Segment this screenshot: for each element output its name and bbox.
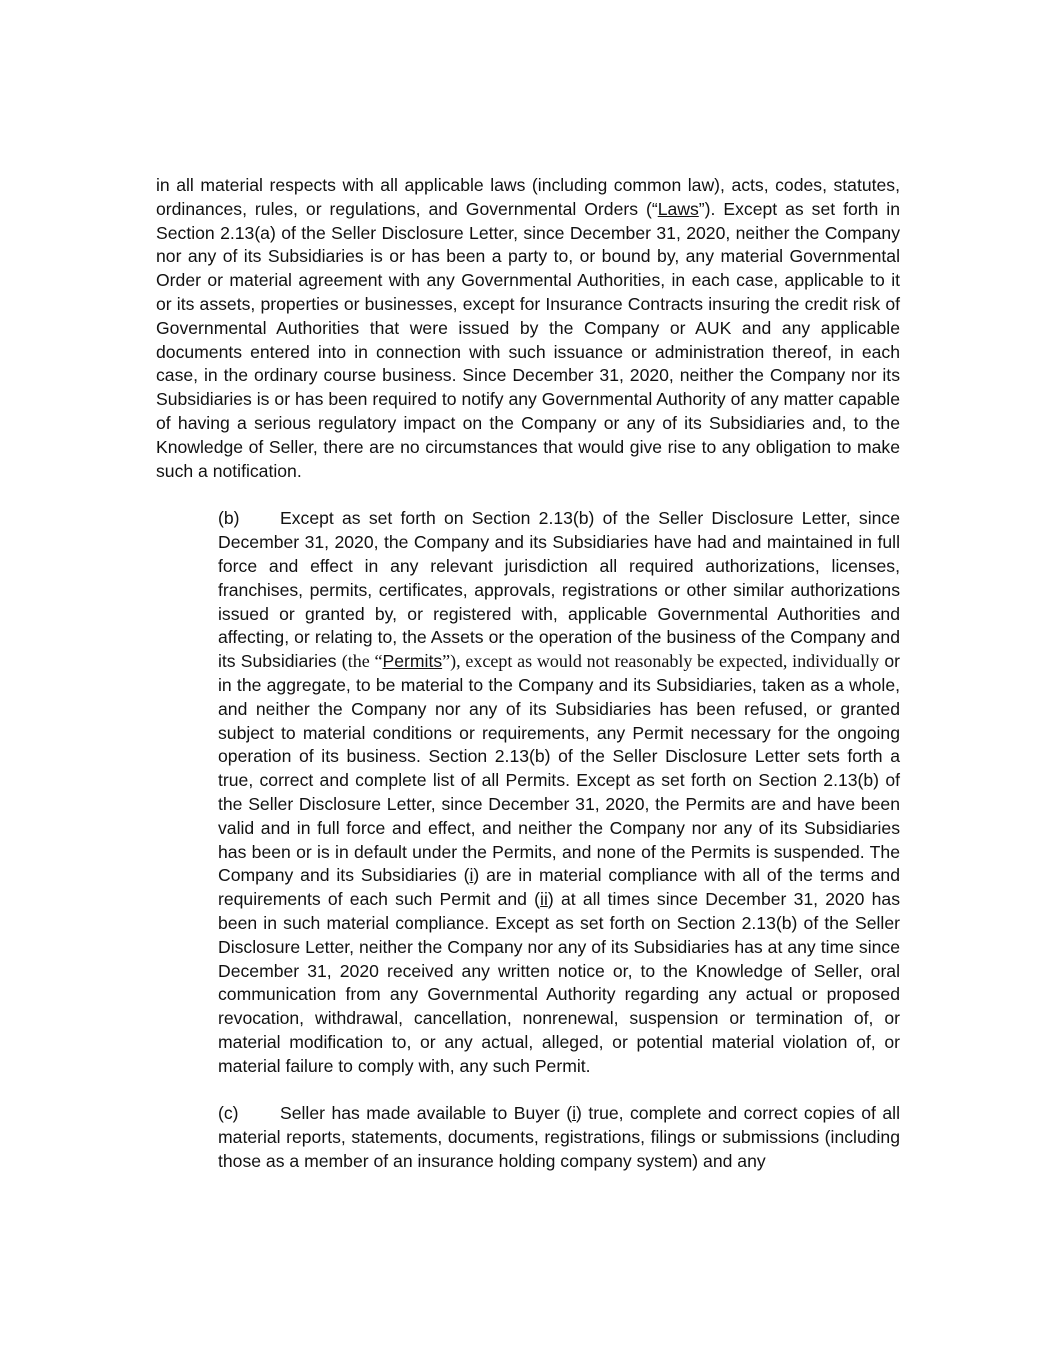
clause-i-label-c: i bbox=[572, 1103, 577, 1124]
clause-i-label: i bbox=[469, 865, 474, 886]
para-b-text-2: (the “ bbox=[341, 651, 383, 672]
para-b-text-1: Except as set forth on Section 2.13(b) of the Seller Disclosure Letter, since December 31, 2020, the Company and its Subsidiaries have had and maintained in full force and effect in any relevant jurisdiction all required authorizations, licenses, franchises, permits, certificates, approvals, registrations or other similar authorizations issued or granted by, or registered with, applicable Governmental Authorities and affecting, or relating to, the Assets or the operation of the business of the Company and its Subsidiaries bbox=[218, 508, 900, 672]
clause-ii-label: ii bbox=[540, 889, 548, 910]
defined-term-laws: Laws bbox=[657, 198, 699, 219]
para-b-text-3: ”), except as would not reasonably be expected, individually bbox=[442, 651, 880, 672]
para-a-text-1: in all material respects with all applicable laws (including common law), acts, codes, statutes, ordinances, rules, or regulations, and Governmental Orders (“ bbox=[156, 175, 900, 219]
para-c-text-2: ) true, complete and correct copies of all material reports, statements, documents, registrations, filings or submissions (including those as a member of an insurance holding company system) and any bbox=[218, 1103, 900, 1172]
para-b-text-6: ) at all times since December 31, 2020 has been in such material compliance. Except as set forth on Section 2.13(b) of the Seller Disclosure Letter, neither the Company nor any of its Subsidiaries has at any time since December 31, 2020 received any written notice or, to the Knowledge of Seller, oral communication from any Governmental Authority regarding any actual or proposed revocation, withdrawal, cancellation, nonrenewal, suspension or termination of, or material modification to, or any actual, alleged, or potential material violation of, or material failure to comply with, any such Permit. bbox=[218, 889, 901, 1076]
document-page bbox=[156, 174, 900, 1174]
para-c-text-1: Seller has made available to Buyer ( bbox=[280, 1103, 573, 1124]
paragraph-a-continuation bbox=[156, 174, 900, 483]
para-b-text-5: ) are in material compliance with all of the terms and requirements of each such Permit and ( bbox=[218, 865, 900, 910]
defined-term-permits: Permits bbox=[382, 651, 443, 672]
paragraph-c-marker: (c) bbox=[218, 1103, 239, 1124]
paragraph-b bbox=[156, 507, 900, 1078]
paragraph-c bbox=[156, 1102, 900, 1173]
paragraph-b-marker: (b) bbox=[218, 508, 240, 529]
para-b-text-4: or in the aggregate, to be material to the Company and its Subsidiaries, taken as a whole, and neither the Company nor any of its Subsidiaries has been refused, or granted subject to material conditions or requirements, any Permit necessary for the ongoing operation of its business. Section 2.13(b) of the Seller Disclosure Letter sets forth a true, correct and complete list of all Permits. Except as set forth on Section 2.13(b) of the Seller Disclosure Letter, since December 31, 2020, the Permits are and have been valid and in full force and effect, and neither the Company nor any of its Subsidiaries has been or is in default under the Permits, and none of the Permits is suspended. The Company and its Subsidiaries ( bbox=[218, 651, 900, 886]
para-a-text-2: ”). Except as set forth in Section 2.13(a) of the Seller Disclosure Letter, since December 31, 2020, neither the Company nor any of its Subsidiaries is or has been a party to, or bound by, any material Governmental Order or material agreement with any Governmental Authorities, in each case, applicable to it or its assets, properties or businesses, except for Insurance Contracts insuring the credit risk of Governmental Authorities that were issued by the Company or AUK and any applicable documents entered into in connection with such issuance or administration thereof, in each case, in the ordinary course business. Since December 31, 2020, neither the Company nor its Subsidiaries is or has been required to notify any Governmental Authority of any matter capable of having a serious regulatory impact on the Company or any of its Subsidiaries and, to the Knowledge of Seller, there are no circumstances that would give rise to any obligation to make such a notification. bbox=[156, 198, 900, 481]
